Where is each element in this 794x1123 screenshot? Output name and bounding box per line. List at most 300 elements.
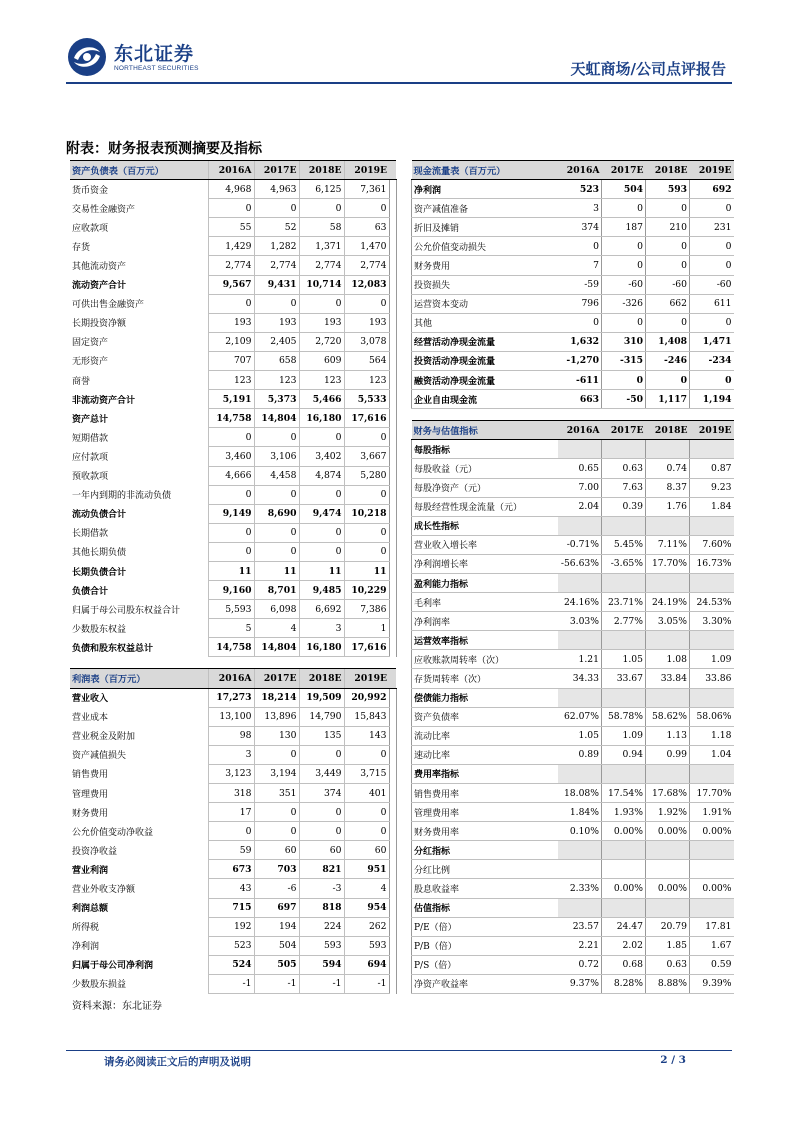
table-row: [70, 784, 396, 803]
row-value: 24.47: [602, 917, 646, 936]
table-row: [70, 256, 396, 275]
row-value: 5.45%: [602, 535, 646, 554]
spacer-cell: [389, 955, 396, 974]
spacer-cell: [389, 726, 396, 745]
row-value: 0: [299, 523, 344, 542]
row-value: 11: [344, 561, 389, 580]
row-value: -60: [602, 275, 646, 294]
row-value: 24.19%: [646, 593, 690, 612]
row-value: 374: [558, 218, 602, 237]
row-value: 5,280: [344, 466, 389, 485]
row-value: 17.68%: [646, 784, 690, 803]
row-value: 0.59: [690, 955, 734, 974]
row-value: 17,616: [344, 638, 389, 657]
row-value: 1.05: [602, 650, 646, 669]
row-value: 3,194: [254, 764, 299, 783]
row-value: -0.71%: [558, 535, 602, 554]
row-value: 33.67: [602, 669, 646, 688]
row-value: 0.00%: [602, 879, 646, 898]
row-value: 1: [344, 619, 389, 638]
year-header: 2019E: [344, 669, 389, 688]
row-value: [646, 631, 690, 650]
year-header: 2018E: [299, 669, 344, 688]
spacer-cell: [389, 974, 396, 993]
row-value: [602, 688, 646, 707]
table-row: [412, 313, 734, 332]
year-header: 2017E: [254, 669, 299, 688]
row-label: 融资活动净现金流量: [412, 371, 558, 390]
table-spacer: [412, 409, 734, 421]
row-label: 折旧及摊销: [412, 218, 558, 237]
row-value: 1.09: [690, 650, 734, 669]
row-value: [690, 841, 734, 860]
income_statement-header-row: [70, 669, 396, 688]
row-value: 0.00%: [646, 822, 690, 841]
row-value: -611: [558, 371, 602, 390]
row-value: 210: [646, 218, 690, 237]
row-value: 504: [254, 936, 299, 955]
row-value: 1.13: [646, 726, 690, 745]
row-value: [646, 440, 690, 459]
row-value: [690, 688, 734, 707]
table-row: [70, 898, 396, 917]
row-value: 0: [646, 237, 690, 256]
table-row: [412, 803, 734, 822]
row-value: 1.67: [690, 936, 734, 955]
row-value: 15,843: [344, 707, 389, 726]
row-label: 长期负债合计: [72, 567, 127, 578]
year-header: 2018E: [299, 161, 344, 180]
row-label: 经营活动净现金流量: [412, 332, 558, 351]
table-row: [70, 180, 396, 199]
table-row: [70, 542, 396, 561]
spacer-cell: [389, 745, 396, 764]
row-value: 0: [558, 237, 602, 256]
spacer-cell: [602, 409, 646, 421]
row-label: 盈利能力指标: [412, 573, 558, 592]
row-label: 营业收入增长率: [412, 535, 558, 554]
row-value: 8.37: [646, 478, 690, 497]
row-value: 611: [690, 294, 734, 313]
row-label: 其他流动资产: [72, 262, 127, 273]
row-label: 分红比例: [412, 860, 558, 879]
row-value: [646, 516, 690, 535]
table-row: [412, 332, 734, 351]
row-value: 1,371: [299, 237, 344, 256]
row-value: 697: [254, 898, 299, 917]
row-value: 58.06%: [690, 707, 734, 726]
row-value: [646, 764, 690, 783]
year-header: 2017E: [602, 161, 646, 180]
row-label: 负债合计: [72, 586, 109, 597]
row-label: 可供出售金融资产: [72, 300, 145, 311]
row-value: 58: [299, 218, 344, 237]
row-value: 401: [344, 784, 389, 803]
row-label: 估值指标: [412, 898, 558, 917]
row-value: 0: [208, 428, 254, 447]
row-value: 0.72: [558, 955, 602, 974]
row-label: 投资活动净现金流量: [412, 351, 558, 370]
row-value: 0: [602, 199, 646, 218]
row-value: 7: [558, 256, 602, 275]
row-value: 7.63: [602, 478, 646, 497]
row-value: 310: [602, 332, 646, 351]
row-value: [690, 631, 734, 650]
row-value: 5: [208, 619, 254, 638]
row-value: 3,078: [344, 332, 389, 351]
row-label: 非流动资产合计: [72, 395, 136, 406]
row-value: 0: [208, 822, 254, 841]
row-value: [602, 898, 646, 917]
row-value: 2,774: [254, 256, 299, 275]
row-value: 0: [299, 485, 344, 504]
row-value: 0: [690, 313, 734, 332]
row-value: 1.85: [646, 936, 690, 955]
row-value: 192: [208, 917, 254, 936]
table-row: [412, 516, 734, 535]
row-value: -1: [254, 974, 299, 993]
row-value: 505: [254, 955, 299, 974]
row-value: 14,804: [254, 638, 299, 657]
row-value: 143: [344, 726, 389, 745]
row-value: 374: [299, 784, 344, 803]
row-value: 59: [208, 841, 254, 860]
footer-divider: [66, 1050, 732, 1051]
row-value: 1.04: [690, 745, 734, 764]
year-header: 2018E: [646, 161, 690, 180]
row-value: 11: [299, 561, 344, 580]
table-row: [412, 955, 734, 974]
row-label: 应收账款周转率（次）: [412, 650, 558, 669]
spacer-cell: [389, 688, 396, 707]
row-value: 707: [208, 351, 254, 370]
row-value: 0: [344, 523, 389, 542]
table-row: [412, 459, 734, 478]
spacer-cell: [389, 898, 396, 917]
row-value: 0: [602, 256, 646, 275]
spacer-cell: [690, 409, 734, 421]
row-value: 130: [254, 726, 299, 745]
row-value: 0.94: [602, 745, 646, 764]
row-value: 9,160: [208, 581, 254, 600]
spacer-cell: [389, 313, 396, 332]
row-value: [690, 573, 734, 592]
row-value: 0: [646, 199, 690, 218]
row-value: 13,896: [254, 707, 299, 726]
spacer-cell: [389, 409, 396, 428]
row-value: 0: [344, 199, 389, 218]
row-value: 123: [344, 371, 389, 390]
spacer-cell: [389, 466, 396, 485]
row-label: 股息收益率: [412, 879, 558, 898]
row-value: 2,109: [208, 332, 254, 351]
row-value: 1,632: [558, 332, 602, 351]
row-label: P/S（倍）: [412, 955, 558, 974]
row-value: 5,191: [208, 390, 254, 409]
table-row: [412, 237, 734, 256]
table-row: [412, 593, 734, 612]
row-value: 0.65: [558, 459, 602, 478]
row-value: 2,774: [344, 256, 389, 275]
table-row: [412, 497, 734, 516]
row-value: [690, 516, 734, 535]
spacer-cell: [389, 237, 396, 256]
row-value: 594: [299, 955, 344, 974]
spacer-cell: [412, 409, 558, 421]
row-value: 9.37%: [558, 974, 602, 993]
spacer-cell: [389, 561, 396, 580]
table-row: [70, 561, 396, 580]
table-row: [412, 764, 734, 783]
row-value: 351: [254, 784, 299, 803]
row-value: 98: [208, 726, 254, 745]
row-label: 资产减值准备: [412, 199, 558, 218]
row-value: 43: [208, 879, 254, 898]
row-value: 7.11%: [646, 535, 690, 554]
row-value: 2,720: [299, 332, 344, 351]
logo-swirl-icon: [66, 36, 108, 78]
row-label: 营业成本: [72, 713, 109, 724]
row-value: 16,180: [299, 409, 344, 428]
header-divider: [66, 82, 732, 84]
row-value: 1.91%: [690, 803, 734, 822]
row-value: 11: [254, 561, 299, 580]
ratios-header-row: [412, 421, 734, 440]
year-header: 2019E: [690, 421, 734, 440]
row-value: 3.30%: [690, 612, 734, 631]
report-title: 天虹商场/公司点评报告: [570, 60, 726, 78]
spacer-cell: [389, 917, 396, 936]
row-value: [558, 841, 602, 860]
row-label: 短期借款: [72, 433, 109, 444]
row-value: 0: [558, 313, 602, 332]
spacer-cell: [389, 936, 396, 955]
row-value: -56.63%: [558, 554, 602, 573]
row-value: 135: [299, 726, 344, 745]
spacer-cell: [389, 199, 396, 218]
spacer-cell: [389, 657, 396, 669]
row-value: 3,715: [344, 764, 389, 783]
table-row: [412, 554, 734, 573]
company-logo: [66, 36, 276, 78]
spacer-cell: [389, 619, 396, 638]
row-value: 951: [344, 860, 389, 879]
row-value: 187: [602, 218, 646, 237]
row-value: 7,386: [344, 600, 389, 619]
row-label: 公允价值变动净收益: [72, 827, 154, 838]
row-value: 0: [208, 485, 254, 504]
row-value: 0: [344, 745, 389, 764]
row-value: 16.73%: [690, 554, 734, 573]
table-row: [412, 440, 734, 459]
table-row: [412, 745, 734, 764]
spacer-cell: [389, 879, 396, 898]
row-value: 0: [602, 371, 646, 390]
row-label: 投资损失: [412, 275, 558, 294]
row-value: 17.70%: [646, 554, 690, 573]
row-value: 0.00%: [602, 822, 646, 841]
table-row: [412, 535, 734, 554]
row-value: 0: [254, 428, 299, 447]
table-row: [412, 841, 734, 860]
row-value: 58.62%: [646, 707, 690, 726]
row-value: 2.04: [558, 497, 602, 516]
table-row: [412, 936, 734, 955]
row-label: 运营资本变动: [412, 294, 558, 313]
income_statement-title: 利润表（百万元）: [70, 669, 208, 688]
table-row: [70, 523, 396, 542]
row-label: 所得税: [72, 923, 100, 934]
row-value: 11: [208, 561, 254, 580]
row-value: 60: [299, 841, 344, 860]
row-label: 营业外收支净额: [72, 885, 136, 896]
balance_sheet-title: 资产负债表（百万元）: [70, 161, 208, 180]
row-value: 0.63: [646, 955, 690, 974]
row-value: 0: [690, 199, 734, 218]
row-value: 123: [208, 371, 254, 390]
spacer-cell: [389, 180, 396, 199]
row-label: 财务费用: [72, 808, 109, 819]
row-value: 3: [299, 619, 344, 638]
row-value: 0.74: [646, 459, 690, 478]
row-value: 17,616: [344, 409, 389, 428]
row-value: 1.08: [646, 650, 690, 669]
row-value: 18.08%: [558, 784, 602, 803]
row-value: 8.88%: [646, 974, 690, 993]
row-value: 3: [558, 199, 602, 218]
row-value: 818: [299, 898, 344, 917]
row-label: 管理费用率: [412, 803, 558, 822]
spacer-cell: [389, 600, 396, 619]
spacer-cell: [389, 707, 396, 726]
row-value: -326: [602, 294, 646, 313]
row-value: 0: [299, 428, 344, 447]
row-value: 0: [299, 822, 344, 841]
table-row: [412, 180, 734, 199]
row-value: 9,474: [299, 504, 344, 523]
row-value: 14,758: [208, 409, 254, 428]
row-value: 593: [344, 936, 389, 955]
row-value: 17.54%: [602, 784, 646, 803]
table-row: [412, 218, 734, 237]
row-label: P/B（倍）: [412, 936, 558, 955]
year-header: 2016A: [558, 421, 602, 440]
row-value: 13,100: [208, 707, 254, 726]
year-header: 2017E: [602, 421, 646, 440]
table-row: [70, 504, 396, 523]
row-value: 4,874: [299, 466, 344, 485]
table-row: [412, 650, 734, 669]
row-value: -3: [299, 879, 344, 898]
row-value: 2.21: [558, 936, 602, 955]
table-row: [70, 428, 396, 447]
table-row: [70, 237, 396, 256]
row-value: 4: [254, 619, 299, 638]
row-value: 3,449: [299, 764, 344, 783]
table-row: [70, 275, 396, 294]
row-label: 无形资产: [72, 357, 109, 368]
row-value: [558, 440, 602, 459]
row-value: 1.93%: [602, 803, 646, 822]
row-value: 2,774: [299, 256, 344, 275]
spacer-cell: [389, 371, 396, 390]
row-value: -315: [602, 351, 646, 370]
row-value: 9,431: [254, 275, 299, 294]
table-row: [70, 974, 396, 993]
spacer-cell: [344, 657, 389, 669]
row-value: 0.68: [602, 955, 646, 974]
row-value: 0: [602, 237, 646, 256]
row-value: 3,402: [299, 447, 344, 466]
row-label: 其他: [412, 313, 558, 332]
row-value: [602, 764, 646, 783]
row-label: P/E（倍）: [412, 917, 558, 936]
spacer-cell: [558, 409, 602, 421]
row-value: 7.00: [558, 478, 602, 497]
row-value: 0: [299, 542, 344, 561]
table-row: [412, 860, 734, 879]
row-label: 每股指标: [412, 440, 558, 459]
row-value: 0.89: [558, 745, 602, 764]
row-label: 存货周转率（次）: [412, 669, 558, 688]
row-value: [602, 440, 646, 459]
table-row: [70, 218, 396, 237]
section-title: 附表：财务报表预测摘要及指标: [66, 141, 262, 157]
row-value: [602, 860, 646, 879]
table-row: [412, 898, 734, 917]
row-value: 0: [208, 199, 254, 218]
row-value: 7.60%: [690, 535, 734, 554]
row-label: 应付款项: [72, 452, 109, 463]
row-value: 0: [344, 294, 389, 313]
table-row: [70, 764, 396, 783]
table-row: [70, 688, 396, 707]
spacer-cell: [646, 409, 690, 421]
row-value: 3,123: [208, 764, 254, 783]
row-value: 1,471: [690, 332, 734, 351]
row-value: 231: [690, 218, 734, 237]
row-label: 速动比率: [412, 745, 558, 764]
row-value: 9,149: [208, 504, 254, 523]
row-label: 一年内到期的非流动负债: [72, 491, 172, 502]
row-value: 62.07%: [558, 707, 602, 726]
row-label: 商誉: [72, 376, 91, 387]
year-header: 2018E: [646, 421, 690, 440]
row-value: 14,758: [208, 638, 254, 657]
row-value: 0.00%: [690, 822, 734, 841]
row-value: 1.05: [558, 726, 602, 745]
row-value: 10,714: [299, 275, 344, 294]
row-value: 593: [646, 180, 690, 199]
row-value: 2,774: [208, 256, 254, 275]
row-value: 4,968: [208, 180, 254, 199]
row-value: -1,270: [558, 351, 602, 370]
spacer-cell: [389, 485, 396, 504]
row-value: 4,458: [254, 466, 299, 485]
row-value: -59: [558, 275, 602, 294]
row-value: [690, 860, 734, 879]
spacer-cell: [389, 390, 396, 409]
spacer-cell: [389, 447, 396, 466]
row-value: 1,194: [690, 390, 734, 409]
row-value: -3.65%: [602, 554, 646, 573]
row-value: 5,466: [299, 390, 344, 409]
row-value: 123: [299, 371, 344, 390]
row-label: 净利润率: [412, 612, 558, 631]
row-value: 3: [208, 745, 254, 764]
spacer-cell: [389, 822, 396, 841]
table-row: [412, 390, 734, 409]
